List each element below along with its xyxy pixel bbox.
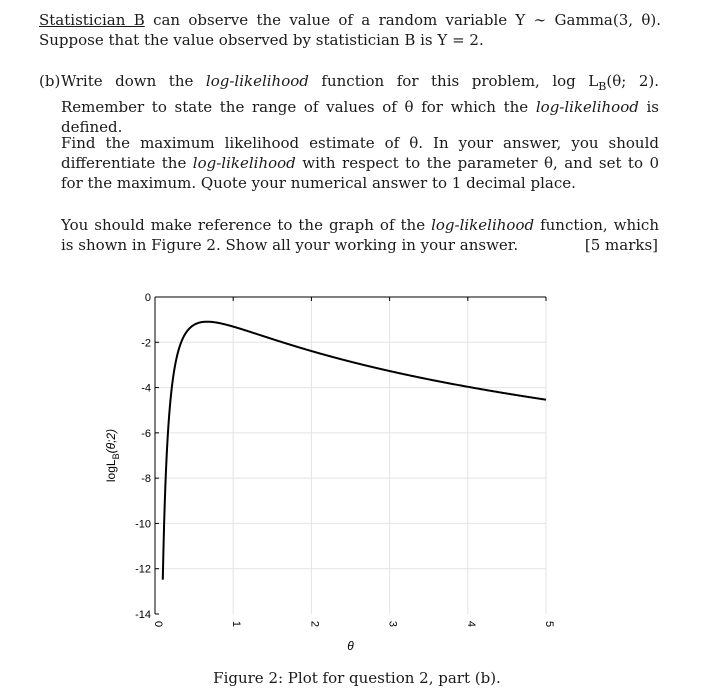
part-b-text-a: Write down the (61, 72, 206, 90)
x-tick-label: 4 (464, 620, 477, 628)
x-tick-label: 0 (152, 620, 164, 628)
log-likelihood-chart (95, 284, 565, 654)
marks-label: [5 marks] (584, 236, 658, 254)
y-tick-label: -8 (141, 473, 151, 486)
part-b-label: (b) (39, 72, 61, 90)
y-tick-label: -12 (135, 563, 151, 576)
y-axis-label (104, 429, 121, 482)
part-b-sub: B (598, 80, 607, 93)
x-tick-label: 5 (543, 620, 555, 628)
chart-axes (155, 297, 546, 614)
para2-term: log-likelihood (192, 154, 296, 172)
ylabel-tail: (θ;2) (104, 428, 118, 454)
y-tick-label: 0 (144, 292, 151, 304)
x-tick-label: 2 (308, 620, 321, 628)
para2-text-b: with respect to the parameter θ, and set to 0 for the maximum. Quote your numerical answer to 1 decimal place. (61, 154, 659, 192)
part-b-text-c: (θ; 2). Remember to state the range of values of θ for which the (61, 72, 659, 116)
x-tick-label: 1 (230, 620, 243, 628)
x-tick-label: 3 (386, 620, 399, 628)
y-tick-label: -4 (141, 382, 151, 395)
y-tick-label: -2 (141, 337, 151, 350)
y-tick-label: -14 (135, 609, 151, 621)
para3-text-b: function, which is shown in Figure 2. Show all your working in your answer. (61, 216, 659, 254)
statistician-name: Statistician B (39, 11, 145, 29)
para3-text-a: You should make reference to the graph of the (61, 216, 432, 234)
part-b-term-2: log-likelihood (535, 98, 639, 116)
chart-grid (155, 297, 546, 614)
x-axis-label: θ (347, 639, 354, 653)
part-b-text-b: function for this problem, log L (308, 72, 599, 90)
intro-paragraph (39, 10, 661, 50)
graph-reference-instruction (61, 215, 659, 255)
part-b-question (61, 71, 659, 137)
figure-caption: Figure 2: Plot for question 2, part (b). (213, 669, 501, 687)
ylabel-main: logL (104, 459, 118, 483)
log-likelihood-curve (163, 322, 546, 580)
y-tick-label: -6 (141, 427, 151, 440)
intro-line2: that the value observed by statistician B is Y = 2. (108, 31, 484, 49)
part-b-text-d: is defined. (61, 98, 660, 136)
mle-instruction (61, 133, 659, 193)
y-tick-label: -10 (135, 518, 151, 531)
part-b-term: log-likelihood (205, 72, 309, 90)
ylabel-sub: B (111, 453, 121, 460)
para3-term: log-likelihood (431, 216, 535, 234)
para2-text-a: Find the maximum likelihood estimate of θ. In your answer, you should differentiate the (61, 134, 659, 172)
intro-line1: can observe the value of a random variable Y ∼ Gamma(3, θ). Suppose (39, 11, 661, 49)
